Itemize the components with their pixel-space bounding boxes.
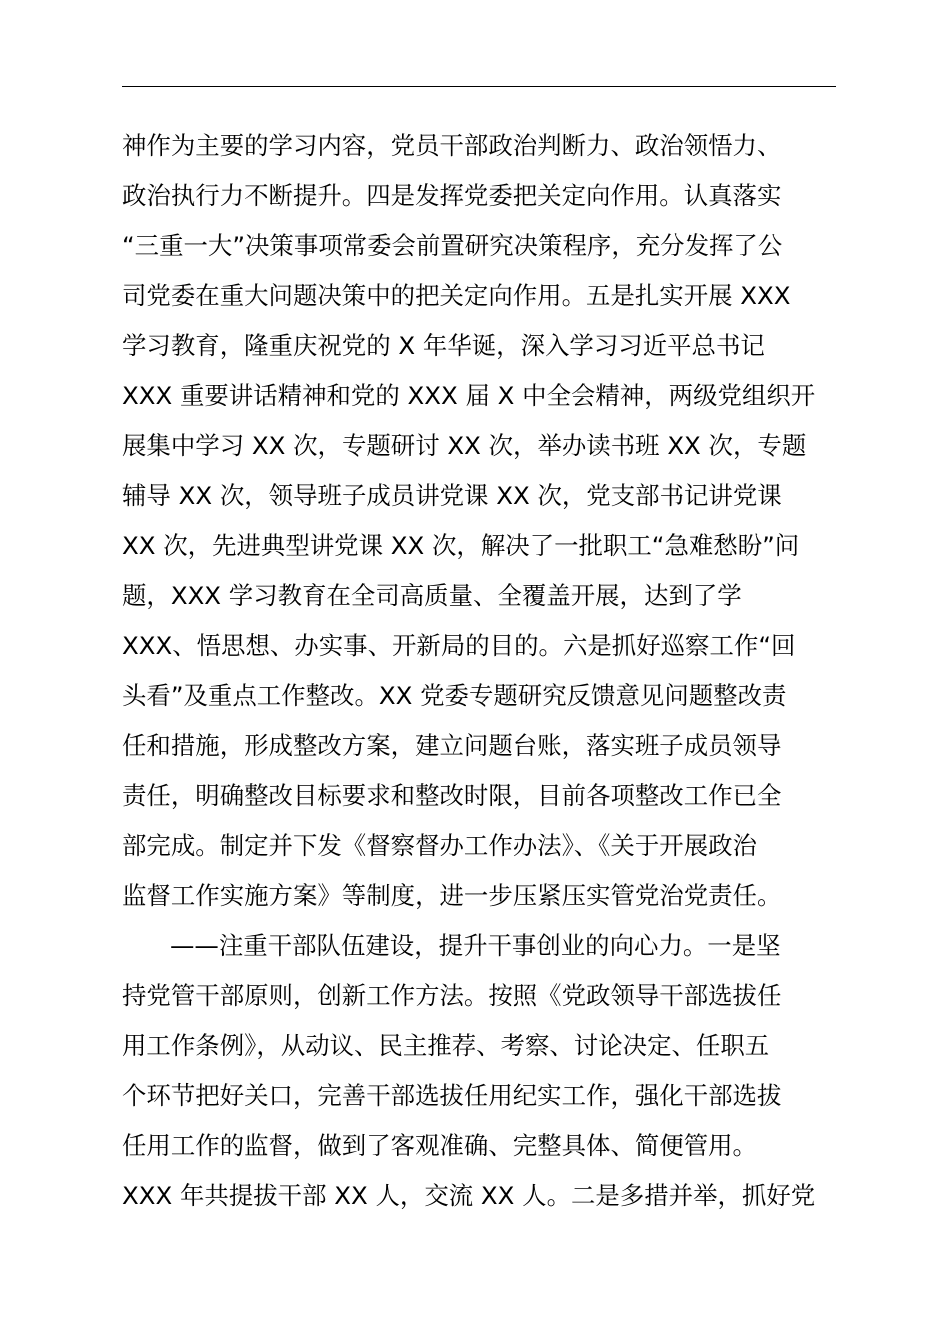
text-line: 题，XXX 学习教育在全司高质量、全覆盖开展，达到了学 [122,581,742,610]
text-line: XXX 重要讲话精神和党的 XXX 届 X 中全会精神，两级党组织开 [122,381,816,410]
text-line: 展集中学习 XX 次，专题研讨 XX 次，举办读书班 XX 次，专题 [122,431,807,460]
text-line: 监督工作实施方案》等制度，进一步压紧压实管党治党责任。 [122,881,782,910]
text-line: 头看”及重点工作整改。XX 党委专题研究反馈意见问题整改责 [122,681,787,710]
text-line: 政治执行力不断提升。四是发挥党委把关定向作用。认真落实 [122,181,782,210]
text-line: 辅导 XX 次，领导班子成员讲党课 XX 次，党支部书记讲党课 [122,481,782,510]
text-line: 用工作条例》，从动议、民主推荐、考察、讨论决定、任职五 [122,1031,770,1060]
header-rule [122,86,836,87]
text-line: 责任，明确整改目标要求和整改时限，目前各项整改工作已全 [122,781,782,810]
text-line: XXX 年共提拔干部 XX 人，交流 XX 人。二是多措并举，抓好党 [122,1181,816,1210]
text-line: 持党管干部原则，创新工作方法。按照《党政领导干部选拔任 [122,981,782,1010]
text-line: 个环节把好关口，完善干部选拔任用纪实工作，强化干部选拔 [122,1081,782,1110]
document-body [122,121,838,1221]
text-line: 司党委在重大问题决策中的把关定向作用。五是扎实开展 XXX [122,281,791,310]
text-line: 任用工作的监督，做到了客观准确、完整具体、简便管用。 [122,1131,757,1160]
paragraph-party-building [122,121,838,921]
text-line: 神作为主要的学习内容，党员干部政治判断力、政治领悟力、 [122,131,782,160]
text-line: XX 次，先进典型讲党课 XX 次，解决了一批职工“急难愁盼”问 [122,531,800,560]
text-line: “三重一大”决策事项常委会前置研究决策程序，充分发挥了公 [122,231,783,260]
text-line: ——注重干部队伍建设，提升干事创业的向心力。一是坚 [170,931,781,960]
text-line: XXX、悟思想、办实事、开新局的目的。六是抓好巡察工作“回 [122,631,796,660]
text-line: 学习教育，隆重庆祝党的 X 年华诞，深入学习习近平总书记 [122,331,765,360]
text-line: 部完成。制定并下发《督察督办工作办法》、《关于开展政治 [122,831,757,860]
paragraph-cadre-team [122,921,838,1221]
text-line: 任和措施，形成整改方案，建立问题台账，落实班子成员领导 [122,731,782,760]
